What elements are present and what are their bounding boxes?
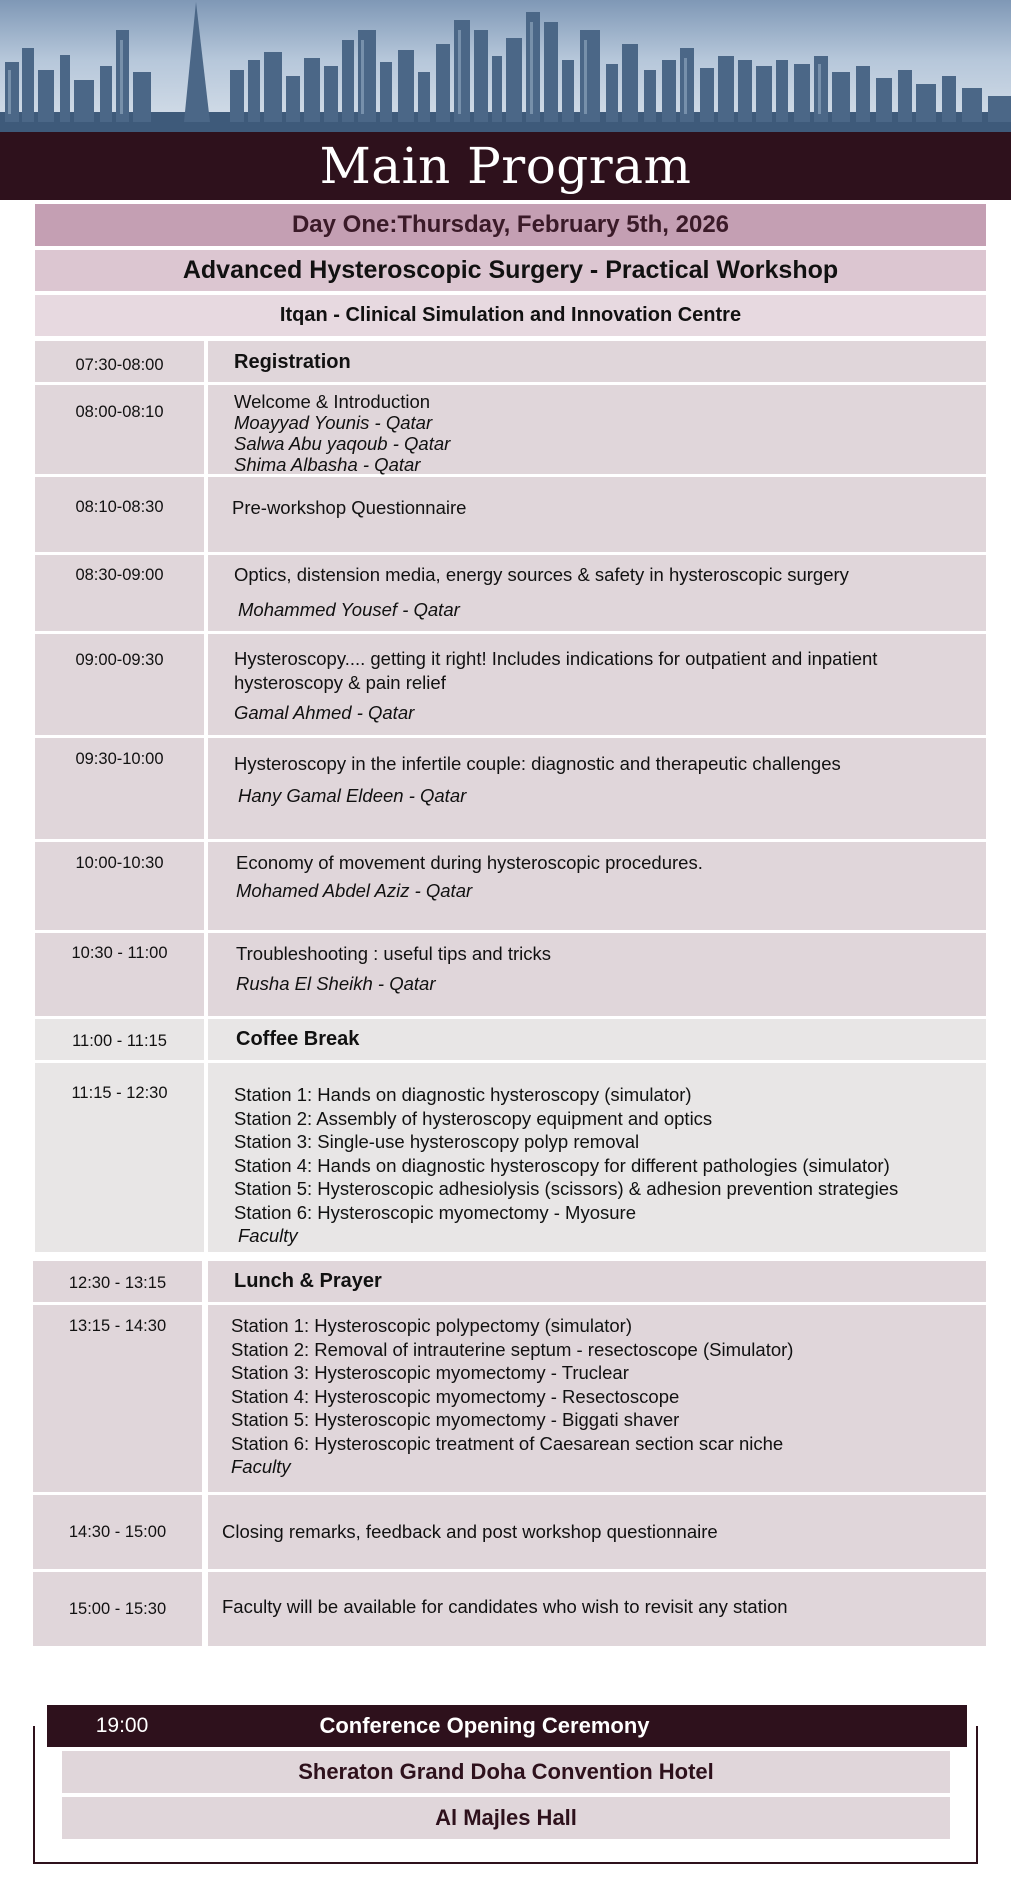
speaker-name: Rusha El Sheikh - Qatar (236, 972, 436, 994)
speaker-name: Mohammed Yousef - Qatar (238, 598, 460, 620)
speaker-name: Salwa Abu yaqoub - Qatar (234, 433, 451, 454)
session-title-line2: hysteroscopy & pain relief (234, 671, 446, 693)
session-title: Hysteroscopy in the infertile couple: diagnostic and therapeutic challenges (234, 753, 841, 774)
session-time: 07:30-08:00 (35, 341, 204, 382)
session-title: Optics, distension media, energy sources & safety in hysteroscopic surgery (234, 564, 849, 585)
session-content (208, 738, 986, 839)
station-item: Station 4: Hysteroscopic myomectomy - Resectoscope (231, 1385, 680, 1407)
session-time: 11:15 - 12:30 (35, 1063, 204, 1252)
session-time: 10:30 - 11:00 (35, 933, 204, 1016)
session-time: 09:00-09:30 (35, 634, 204, 735)
station-item: Station 1: Hysteroscopic polypectomy (simulator) (231, 1315, 632, 1336)
station-item: Station 1: Hands on diagnostic hysteroscopy (simulator) (234, 1084, 692, 1105)
evening-title: Conference Opening Ceremony (319, 1713, 650, 1738)
session-content (208, 634, 986, 735)
day-date-bar: Day One:Thursday, February 5th, 2026 (35, 204, 986, 246)
station-item: Station 5: Hysteroscopic adhesiolysis (scissors) & adhesion prevention strategies (234, 1178, 899, 1199)
station-item: Station 5: Hysteroscopic myomectomy - Biggati shaver (231, 1409, 680, 1430)
station-item: Station 3: Hysteroscopic myomectomy - Truclear (231, 1362, 629, 1383)
workshop-title-bar: Advanced Hysteroscopic Surgery - Practical Workshop (35, 250, 986, 291)
session-content (208, 933, 986, 1016)
session-content (208, 341, 986, 382)
speaker-name: Shima Albasha - Qatar (234, 454, 421, 475)
session-content (208, 1495, 986, 1569)
station-item: Station 3: Single-use hysteroscopy polyp removal (234, 1131, 640, 1152)
session-time: 14:30 - 15:00 (33, 1495, 202, 1569)
break-title: Coffee Break (236, 1028, 360, 1050)
station-item: Station 6: Hysteroscopic myomectomy - Myosure (234, 1201, 636, 1223)
session-content (208, 555, 986, 631)
speaker-name: Hany Gamal Eldeen - Qatar (238, 784, 467, 806)
session-content (208, 1305, 986, 1492)
session-title: Pre-workshop Questionnaire (232, 497, 467, 518)
session-time: 09:30-10:00 (35, 738, 204, 839)
header-skyline-image (0, 0, 1011, 132)
faculty-label: Faculty (238, 1225, 298, 1246)
session-time: 12:30 - 13:15 (33, 1261, 202, 1302)
session-content (208, 1019, 986, 1060)
station-item: Station 2: Assembly of hysteroscopy equipment and optics (234, 1107, 713, 1129)
faculty-label: Faculty (231, 1456, 291, 1477)
session-content (208, 477, 986, 552)
evening-hall: Al Majles Hall (62, 1797, 950, 1839)
session-content (208, 1063, 986, 1252)
skyline-illustration (0, 0, 1011, 132)
station-item: Station 6: Hysteroscopic treatment of Caesarean section scar niche (231, 1432, 784, 1454)
venue-bar: Itqan - Clinical Simulation and Innovation Centre (35, 295, 986, 336)
session-time: 11:00 - 11:15 (35, 1019, 204, 1060)
title-band (0, 132, 1011, 200)
session-time: 08:10-08:30 (35, 477, 204, 552)
speaker-name: Mohamed Abdel Aziz - Qatar (236, 879, 473, 901)
session-title: Faculty will be available for candidates who wish to revisit any station (222, 1596, 788, 1617)
speaker-name: Moayyad Younis - Qatar (234, 412, 433, 433)
session-content (208, 385, 986, 474)
session-time: 13:15 - 14:30 (33, 1305, 202, 1492)
session-title: Economy of movement during hysteroscopic procedures. (236, 852, 703, 873)
break-title: Lunch & Prayer (234, 1270, 382, 1292)
session-content (208, 1261, 986, 1302)
page-title: Main Program (319, 137, 692, 195)
session-content (208, 1572, 986, 1646)
evening-hotel: Sheraton Grand Doha Convention Hotel (62, 1751, 950, 1793)
session-content (208, 842, 986, 930)
session-time: 10:00-10:30 (35, 842, 204, 930)
speaker-name: Gamal Ahmed - Qatar (234, 702, 415, 723)
session-title-line1: Hysteroscopy.... getting it right! Includes indications for outpatient and inpatient (234, 648, 878, 669)
session-time: 15:00 - 15:30 (33, 1572, 202, 1646)
evening-time: 19:00 (95, 1714, 149, 1737)
session-time: 08:00-08:10 (35, 385, 204, 474)
session-title: Registration (234, 351, 351, 373)
session-title: Welcome & Introduction (234, 391, 431, 412)
session-title: Troubleshooting : useful tips and tricks (236, 943, 552, 964)
station-item: Station 2: Removal of intrauterine septum - resectoscope (Simulator) (231, 1338, 794, 1360)
station-item: Station 4: Hands on diagnostic hysteroscopy for different pathologies (simulator) (234, 1154, 890, 1176)
session-title: Closing remarks, feedback and post workshop questionnaire (222, 1521, 718, 1542)
evening-header (47, 1705, 967, 1747)
session-time: 08:30-09:00 (35, 555, 204, 631)
